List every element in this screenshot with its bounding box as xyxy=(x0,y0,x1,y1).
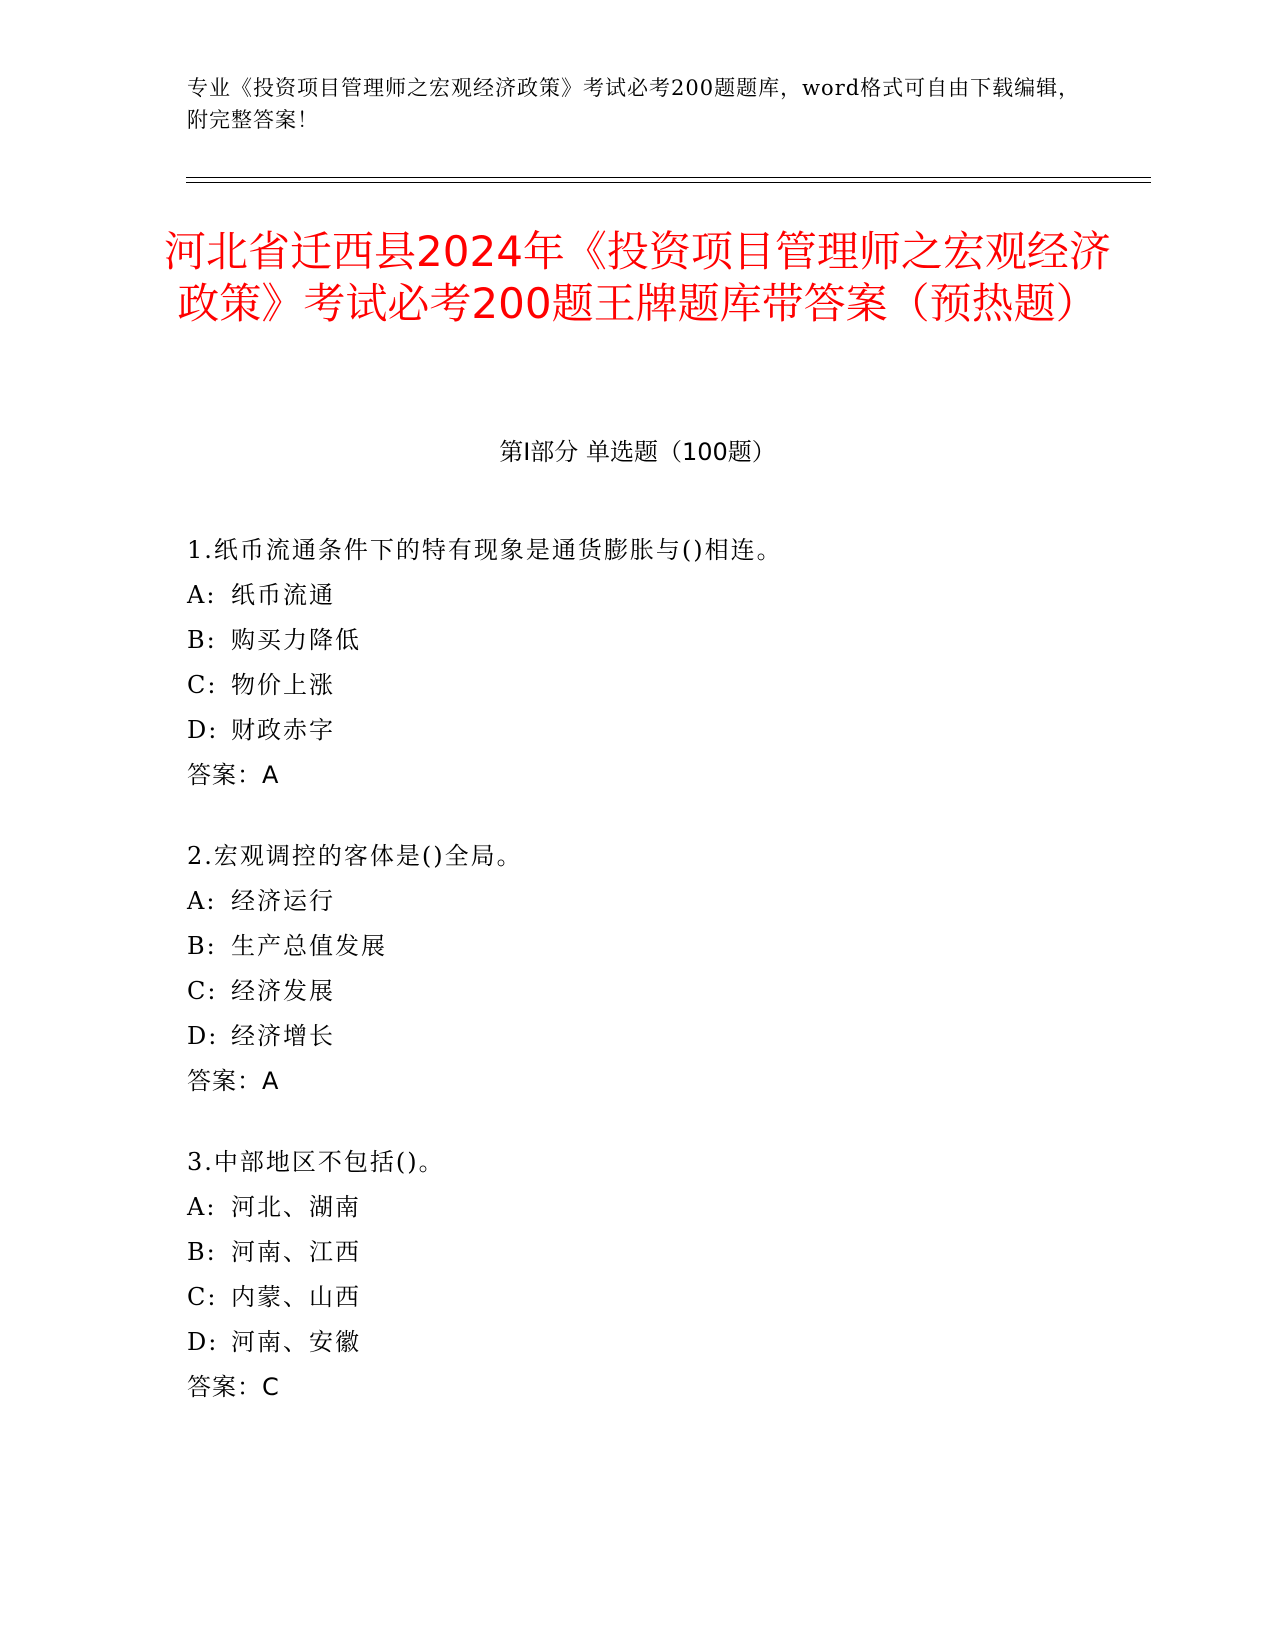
option-key: D: xyxy=(187,1328,219,1356)
header-divider-bottom xyxy=(186,182,1151,183)
question-1 xyxy=(187,528,1137,798)
option-key: B: xyxy=(187,932,217,960)
question-stem: 1.纸币流通条件下的特有现象是通货膨胀与()相连。 xyxy=(187,536,783,564)
option-text: 经济发展 xyxy=(231,977,335,1005)
option-key: A: xyxy=(187,1193,217,1221)
option-key: B: xyxy=(187,626,217,654)
option-text: 购买力降低 xyxy=(231,626,361,654)
answer-line: 答案：A xyxy=(187,1067,280,1095)
option-d xyxy=(187,1014,1137,1059)
option-c xyxy=(187,1275,1137,1320)
option-c xyxy=(187,969,1137,1014)
section-title: 第I部分 单选题（100题） xyxy=(499,438,776,466)
option-key: C: xyxy=(187,671,218,699)
option-text: 内蒙、山西 xyxy=(231,1283,361,1311)
option-key: C: xyxy=(187,977,218,1005)
answer-line: 答案：A xyxy=(187,761,280,789)
question-list xyxy=(187,528,1137,1446)
option-text: 经济运行 xyxy=(231,887,335,915)
header-note: 专业《投资项目管理师之宏观经济政策》考试必考200题题库，word格式可自由下载编辑，附完整答案！ xyxy=(187,76,1081,132)
option-key: A: xyxy=(187,887,217,915)
option-key: A: xyxy=(187,581,217,609)
option-b xyxy=(187,1230,1137,1275)
option-text: 经济增长 xyxy=(231,1022,335,1050)
option-b xyxy=(187,618,1137,663)
option-a xyxy=(187,879,1137,924)
option-key: B: xyxy=(187,1238,217,1266)
option-text: 财政赤字 xyxy=(231,716,335,744)
option-b xyxy=(187,924,1137,969)
option-text: 生产总值发展 xyxy=(231,932,387,960)
option-text: 河南、安徽 xyxy=(231,1328,361,1356)
answer-line: 答案：C xyxy=(187,1373,280,1401)
question-stem: 2.宏观调控的客体是()全局。 xyxy=(187,842,523,870)
option-a xyxy=(187,1185,1137,1230)
question-3 xyxy=(187,1140,1137,1410)
option-text: 河北、湖南 xyxy=(231,1193,361,1221)
option-c xyxy=(187,663,1137,708)
option-a xyxy=(187,573,1137,618)
option-text: 物价上涨 xyxy=(231,671,335,699)
option-key: C: xyxy=(187,1283,218,1311)
question-stem: 3.中部地区不包括()。 xyxy=(187,1148,445,1176)
document-title: 河北省迁西县2024年《投资项目管理师之宏观经济政策》考试必考200题王牌题库带答案（预热题） xyxy=(164,227,1111,328)
question-2 xyxy=(187,834,1137,1104)
option-d xyxy=(187,708,1137,753)
header-divider-top xyxy=(186,177,1151,178)
option-key: D: xyxy=(187,716,219,744)
option-text: 河南、江西 xyxy=(231,1238,361,1266)
option-text: 纸币流通 xyxy=(231,581,335,609)
option-key: D: xyxy=(187,1022,219,1050)
option-d xyxy=(187,1320,1137,1365)
